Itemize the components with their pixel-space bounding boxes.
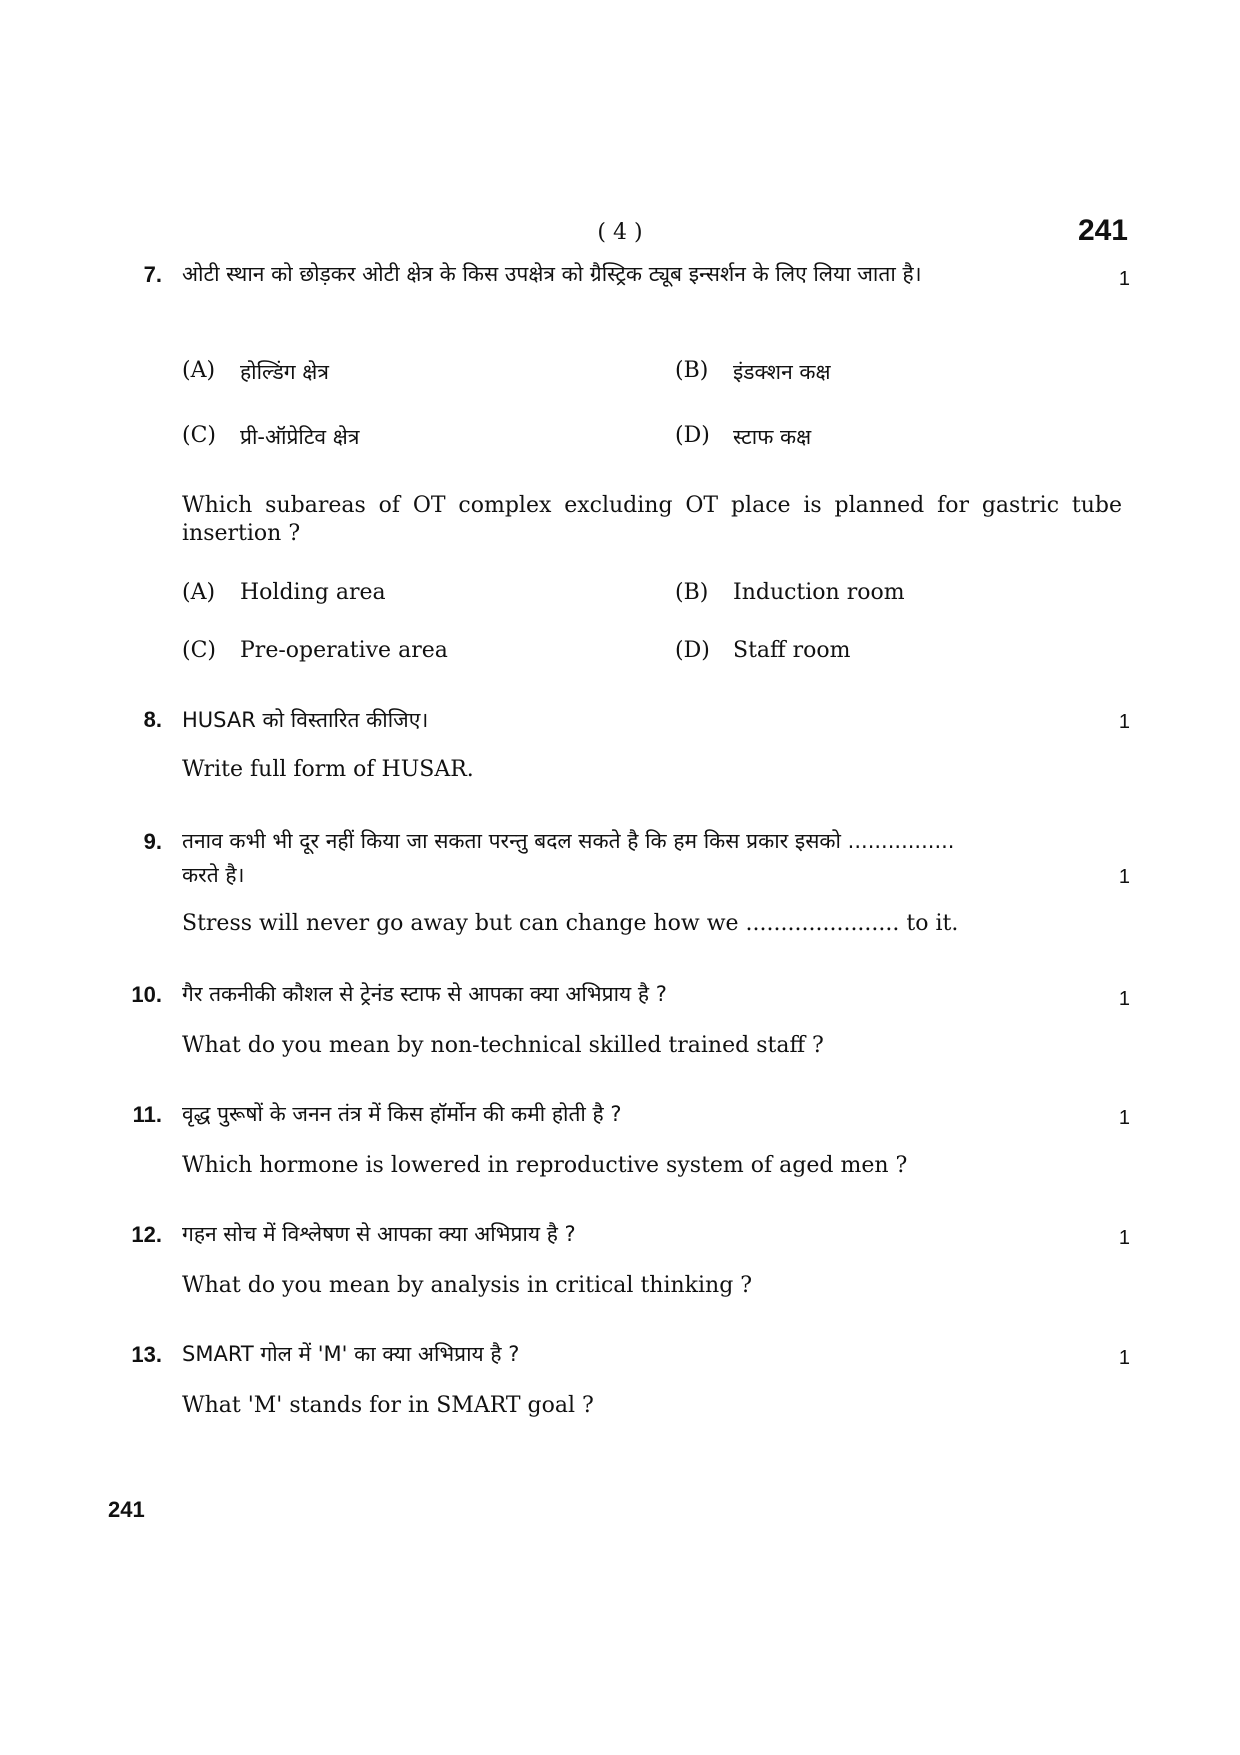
option-label: (D) bbox=[675, 423, 710, 448]
question-text-english: Which subareas of OT complex excluding OT place is planned for gastric tube insertion ? bbox=[182, 493, 1122, 546]
question-text-hindi-continued: करते है। bbox=[182, 863, 245, 887]
paper-code-header: 241 bbox=[1077, 214, 1128, 247]
question-text-hindi: SMART गोल में 'M' का क्या अभिप्राय है ? bbox=[182, 1342, 520, 1366]
option-text: Pre-operative area bbox=[240, 638, 448, 663]
question-text-hindi: तनाव कभी भी दूर नहीं किया जा सकता परन्तु बदल सकते है कि हम किस प्रकार इसको ................ bbox=[182, 829, 955, 853]
option-text: इंडक्शन कक्ष bbox=[733, 360, 831, 384]
question-text-english: Stress will never go away but can change how we ...................... to it. bbox=[182, 911, 959, 936]
question-marks: 1 bbox=[1118, 1227, 1130, 1249]
question-marks: 1 bbox=[1118, 711, 1130, 733]
option-label: (B) bbox=[675, 580, 709, 605]
option-label: (B) bbox=[675, 358, 709, 383]
question-text-hindi: गहन सोच में विश्लेषण से आपका क्या अभिप्राय है ? bbox=[182, 1222, 576, 1246]
question-text-english: Which hormone is lowered in reproductive system of aged men ? bbox=[182, 1153, 908, 1178]
paper-code-footer: 241 bbox=[108, 1497, 145, 1522]
question-marks: 1 bbox=[1118, 988, 1130, 1010]
option-text: Holding area bbox=[240, 580, 386, 605]
question-number: 11. bbox=[132, 1102, 162, 1127]
question-marks: 1 bbox=[1118, 1107, 1130, 1129]
question-text-english: What 'M' stands for in SMART goal ? bbox=[182, 1393, 594, 1418]
question-number: 8. bbox=[143, 707, 162, 732]
question-number: 13. bbox=[131, 1342, 162, 1367]
option-label: (A) bbox=[182, 580, 216, 605]
question-marks: 1 bbox=[1118, 1347, 1130, 1369]
option-text: प्री-ऑप्रेटिव क्षेत्र bbox=[240, 425, 360, 449]
question-text-hindi: गैर तकनीकी कौशल से ट्रेनंड स्टाफ से आपका क्या अभिप्राय है ? bbox=[182, 982, 667, 1006]
question-number: 9. bbox=[143, 829, 162, 854]
question-text-english: What do you mean by non-technical skilled trained staff ? bbox=[182, 1033, 824, 1058]
question-marks: 1 bbox=[1118, 866, 1130, 888]
question-text-english: Write full form of HUSAR. bbox=[182, 757, 474, 782]
question-number: 10. bbox=[131, 982, 162, 1007]
option-text: Induction room bbox=[733, 580, 905, 605]
option-label: (C) bbox=[182, 423, 216, 448]
question-number: 12. bbox=[131, 1222, 162, 1247]
option-text: Staff room bbox=[733, 638, 851, 663]
question-marks: 1 bbox=[1118, 268, 1130, 290]
option-label: (C) bbox=[182, 638, 216, 663]
option-label: (A) bbox=[182, 358, 216, 383]
question-text-hindi: ओटी स्थान को छोड़कर ओटी क्षेत्र के किस उपक्षेत्र को ग्रैस्ट्रिक ट्यूब इन्सर्शन के लिए लिया जाता है। bbox=[182, 262, 922, 286]
option-text: स्टाफ कक्ष bbox=[733, 425, 812, 449]
question-text-english: What do you mean by analysis in critical thinking ? bbox=[182, 1273, 753, 1298]
option-text: होल्डिंग क्षेत्र bbox=[240, 360, 329, 384]
page-number: ( 4 ) bbox=[597, 220, 643, 245]
option-label: (D) bbox=[675, 638, 710, 663]
question-text-hindi: HUSAR को विस्तारित कीजिए। bbox=[182, 708, 429, 732]
question-number: 7. bbox=[143, 262, 162, 287]
question-text-hindi: वृद्ध पुरूषों के जनन तंत्र में किस हॉर्मोन की कमी होती है ? bbox=[182, 1102, 622, 1126]
